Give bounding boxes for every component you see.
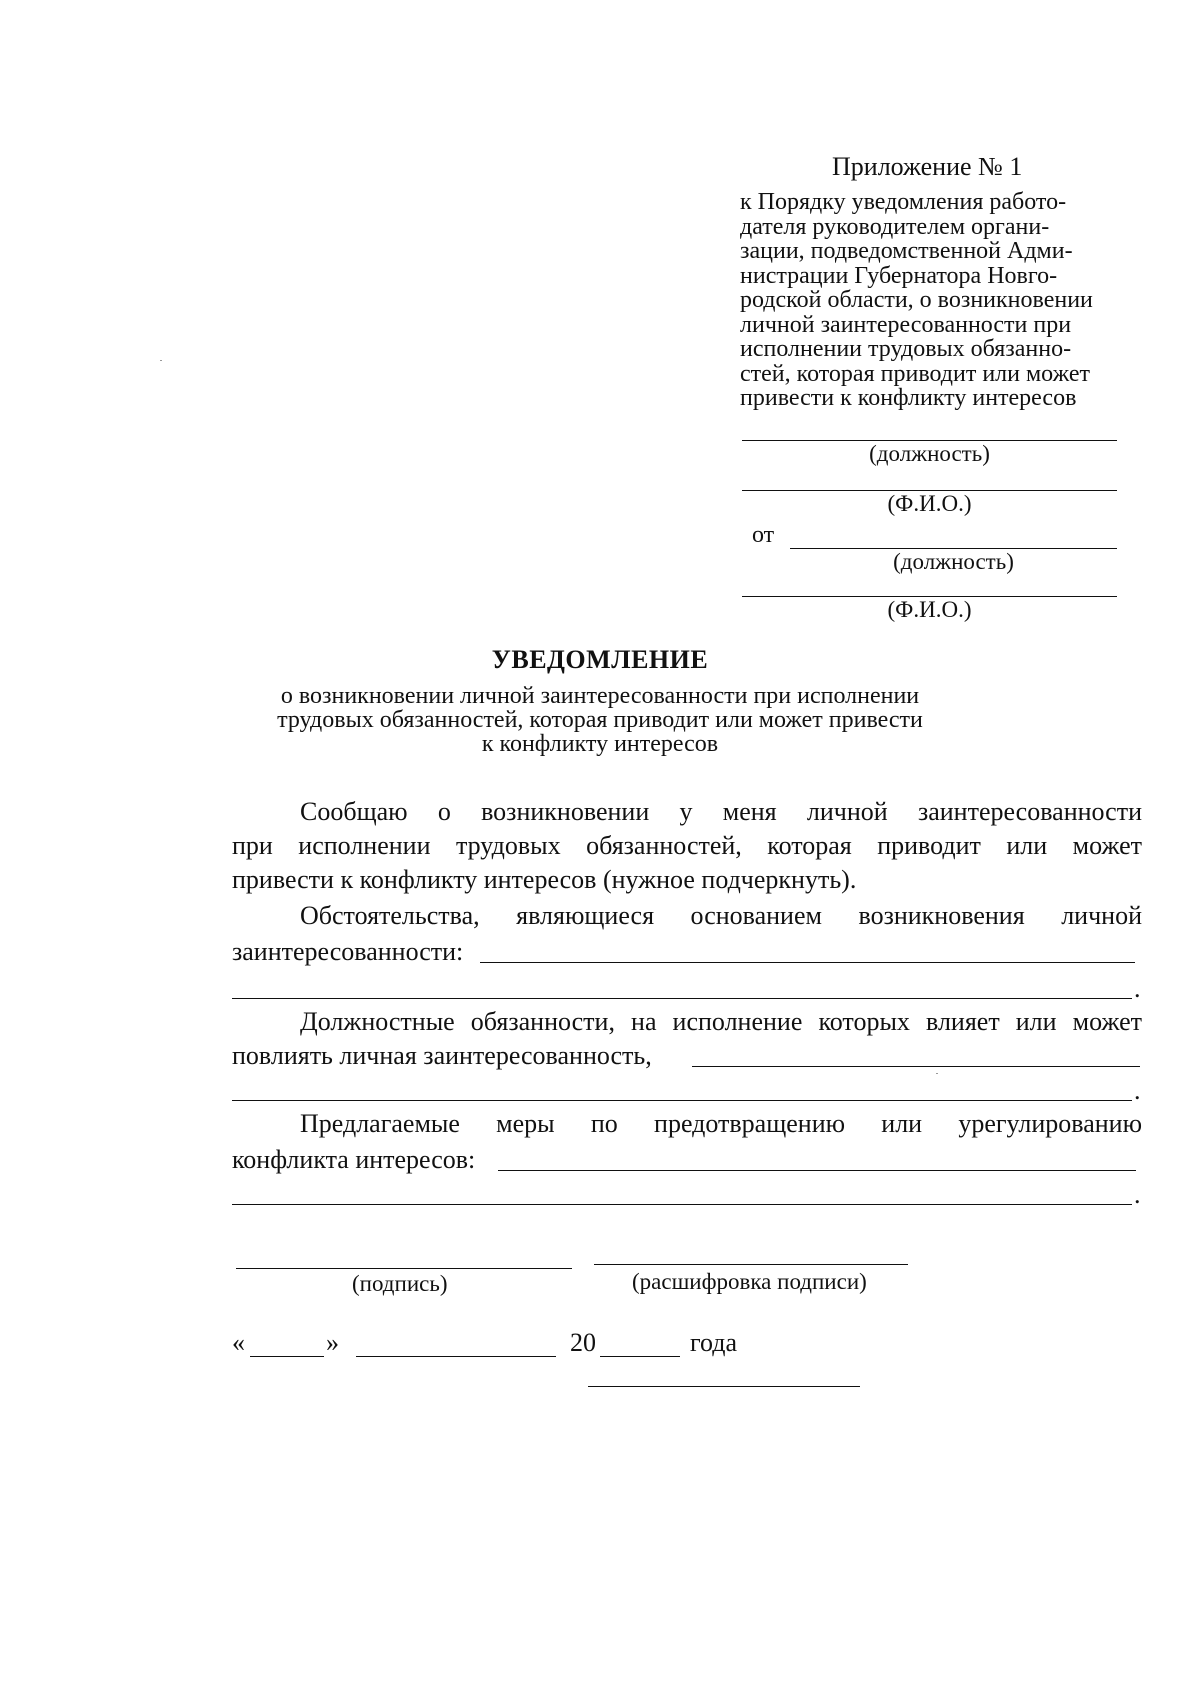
annex-line: личной заинтересованности при <box>740 311 1072 338</box>
date-year-word: года <box>690 1328 738 1357</box>
annex-line: к Порядку уведомления работо- <box>740 189 1067 215</box>
date-open-quote: « <box>232 1328 245 1357</box>
p2-end-dot: . <box>1134 974 1141 1003</box>
p2-answer-line[interactable] <box>480 962 1135 963</box>
document-title: УВЕДОМЛЕНИЕ <box>491 645 709 674</box>
annex-line: родской области, о возникновении <box>740 287 1093 313</box>
document-subtitle-line: трудовых обязанностей, которая приводит или может привести <box>277 707 923 733</box>
date-century: 20 <box>570 1328 596 1357</box>
to-name-caption: (Ф.И.О.) <box>887 491 972 516</box>
date-day-line[interactable] <box>250 1356 324 1357</box>
scan-speck <box>160 360 162 361</box>
p1-line1: Сообщаю о возникновении у меня личной заинтересованности <box>300 797 1142 826</box>
p2-answer-line-2[interactable] <box>232 998 1132 999</box>
p4-answer-line[interactable] <box>498 1170 1136 1171</box>
date-year-line[interactable] <box>600 1356 680 1357</box>
annex-line: исполнении трудовых обязанно- <box>740 336 1072 362</box>
signature-line[interactable] <box>236 1268 572 1269</box>
annex-title: Приложение № 1 <box>832 152 1023 181</box>
p2-line1: Обстоятельства, являющиеся основанием возникновения личной <box>300 901 1142 930</box>
annex-line: зации, подведомственной Адми- <box>740 238 1073 264</box>
p4-label: конфликта интересов: <box>232 1145 476 1174</box>
document-subtitle-line: о возникновении личной заинтересованности при исполнении <box>280 683 920 709</box>
p2-label: заинтересованности: <box>232 937 464 966</box>
document-subtitle-line: к конфликту интересов <box>481 731 719 757</box>
signature-decoding-line[interactable] <box>594 1264 908 1265</box>
from-position-caption: (должность) <box>893 549 1014 574</box>
extra-blank-line[interactable] <box>588 1386 860 1387</box>
scan-speck <box>936 1073 938 1074</box>
annex-line: дателя руководителем органи- <box>740 213 1050 240</box>
p4-answer-line-2[interactable] <box>232 1204 1132 1205</box>
annex-description <box>740 190 1112 411</box>
p3-end-dot: . <box>1134 1076 1141 1105</box>
annex-line: стей, которая приводит или может <box>740 360 1090 387</box>
signature-caption: (подпись) <box>352 1271 448 1296</box>
date-month-line[interactable] <box>356 1356 556 1357</box>
p1-line3: привести к конфликту интересов (нужное подчеркнуть). <box>232 865 857 894</box>
p1-line2: при исполнении трудовых обязанностей, которая приводит или может <box>232 831 1142 860</box>
p3-answer-line-2[interactable] <box>232 1100 1132 1101</box>
signature-decoding-caption: (расшифровка подписи) <box>632 1269 867 1294</box>
from-label: от <box>752 522 775 548</box>
p3-label: повлиять личная заинтересованность, <box>232 1041 652 1070</box>
p3-line1: Должностные обязанности, на исполнение которых влияет или может <box>300 1007 1142 1036</box>
p4-line1: Предлагаемые меры по предотвращению или урегулированию <box>300 1109 1142 1138</box>
from-name-caption: (Ф.И.О.) <box>887 597 972 622</box>
p3-answer-line[interactable] <box>692 1066 1140 1067</box>
date-close-quote: » <box>326 1328 339 1357</box>
to-position-caption: (должность) <box>869 441 990 466</box>
p4-end-dot: . <box>1134 1180 1141 1209</box>
annex-line: нистрации Губернатора Новго- <box>740 262 1058 289</box>
annex-line: привести к конфликту интересов <box>740 385 1077 411</box>
